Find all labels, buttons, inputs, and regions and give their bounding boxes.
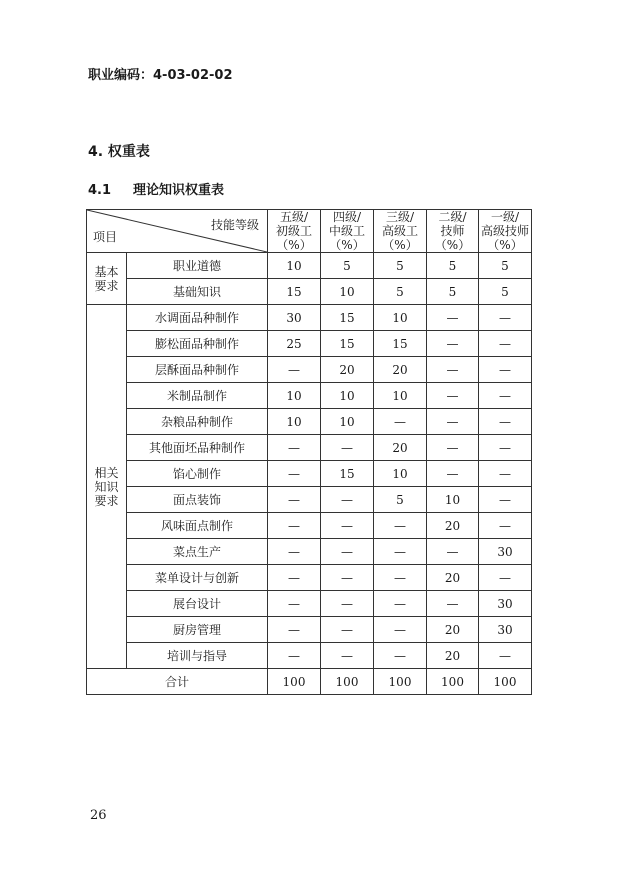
table-row — [87, 331, 532, 357]
weight-cell: 5 — [427, 253, 479, 279]
weight-cell: 20 — [427, 513, 479, 539]
weight-cell: — — [268, 617, 321, 643]
total-row — [87, 669, 532, 695]
weight-cell: 5 — [374, 253, 427, 279]
weight-cell: 10 — [268, 409, 321, 435]
level-header-4 — [427, 210, 479, 253]
weight-cell: 20 — [427, 643, 479, 669]
weight-cell: 5 — [427, 279, 479, 305]
weight-cell: — — [374, 565, 427, 591]
weight-cell: 5 — [321, 253, 374, 279]
level-header-3 — [374, 210, 427, 253]
weight-cell: — — [479, 357, 532, 383]
weight-cell: 5 — [479, 253, 532, 279]
total-cell: 100 — [374, 669, 427, 695]
weight-cell: 30 — [479, 591, 532, 617]
table-row — [87, 617, 532, 643]
item-cell: 菜点生产 — [127, 539, 268, 565]
category-line: 相关 — [94, 465, 119, 480]
item-cell: 层酥面品种制作 — [127, 357, 268, 383]
category-cell — [87, 305, 127, 669]
weight-cell: — — [479, 643, 532, 669]
table-row — [87, 461, 532, 487]
weight-cell: — — [321, 643, 374, 669]
weight-cell: 10 — [321, 383, 374, 409]
total-cell: 100 — [321, 669, 374, 695]
table-row — [87, 253, 532, 279]
subsection-label: 理论知识权重表 — [133, 183, 225, 198]
level-header-line: （%） — [329, 238, 365, 252]
item-cell: 基础知识 — [127, 279, 268, 305]
weight-cell: 5 — [374, 487, 427, 513]
weight-cell: — — [268, 513, 321, 539]
weight-cell: 20 — [427, 617, 479, 643]
weight-cell: — — [374, 643, 427, 669]
category-line: 基本 — [94, 264, 119, 279]
weight-cell: — — [321, 487, 374, 513]
item-cell: 培训与指导 — [127, 643, 268, 669]
weight-cell: 30 — [479, 539, 532, 565]
level-header-line: 技师 — [440, 224, 465, 238]
item-cell: 面点装饰 — [127, 487, 268, 513]
weight-cell: — — [427, 331, 479, 357]
weight-cell: — — [427, 383, 479, 409]
level-header-line: 一级/ — [490, 210, 520, 224]
weight-cell: — — [268, 357, 321, 383]
category-line: 要求 — [94, 278, 119, 293]
weight-cell: — — [268, 565, 321, 591]
weight-cell: — — [479, 487, 532, 513]
table-row — [87, 513, 532, 539]
weight-cell: 15 — [321, 331, 374, 357]
weight-cell: — — [321, 617, 374, 643]
level-header-1 — [268, 210, 321, 253]
weight-cell: — — [268, 539, 321, 565]
weight-cell: 25 — [268, 331, 321, 357]
weight-cell: 15 — [268, 279, 321, 305]
weight-cell: — — [427, 461, 479, 487]
weight-cell: — — [268, 461, 321, 487]
total-label: 合计 — [87, 669, 268, 695]
item-cell: 杂粮品种制作 — [127, 409, 268, 435]
weight-cell: — — [427, 435, 479, 461]
level-header-line: （%） — [276, 238, 312, 252]
level-header-line: 二级/ — [438, 210, 467, 224]
weight-cell: 30 — [268, 305, 321, 331]
weight-cell: — — [374, 513, 427, 539]
weight-cell: 30 — [479, 617, 532, 643]
total-cell: 100 — [479, 669, 532, 695]
weight-cell: — — [479, 513, 532, 539]
category-cell — [87, 253, 127, 305]
level-header-line: （%） — [382, 238, 418, 252]
weight-cell: — — [374, 409, 427, 435]
weight-cell: 15 — [374, 331, 427, 357]
skill-level-header: 技能等级 — [210, 218, 259, 232]
level-header-line: 高级工 — [381, 224, 418, 238]
weight-cell: — — [427, 409, 479, 435]
weight-cell: — — [321, 591, 374, 617]
item-cell: 其他面坯品种制作 — [127, 435, 268, 461]
weight-cell: — — [268, 435, 321, 461]
weight-cell: — — [479, 461, 532, 487]
weight-cell: 20 — [427, 565, 479, 591]
table-row — [87, 383, 532, 409]
weight-cell: — — [374, 539, 427, 565]
table-row — [87, 643, 532, 669]
item-header: 项目 — [93, 230, 118, 244]
table-row — [87, 409, 532, 435]
weight-cell: — — [479, 331, 532, 357]
weight-cell: — — [427, 357, 479, 383]
weight-cell: — — [268, 643, 321, 669]
weight-cell: 10 — [321, 279, 374, 305]
level-header-line: （%） — [487, 238, 523, 252]
weight-cell: 10 — [374, 305, 427, 331]
diagonal-header-cell — [87, 210, 268, 253]
level-header-line: 高级技师 — [480, 224, 529, 238]
table-row — [87, 565, 532, 591]
weight-cell: 10 — [268, 253, 321, 279]
level-header-2 — [321, 210, 374, 253]
item-cell: 职业道德 — [127, 253, 268, 279]
table-row — [87, 435, 532, 461]
item-cell: 展台设计 — [127, 591, 268, 617]
weight-cell: 5 — [374, 279, 427, 305]
weight-cell: — — [427, 591, 479, 617]
weight-cell: 15 — [321, 461, 374, 487]
item-cell: 厨房管理 — [127, 617, 268, 643]
table-header-row — [87, 210, 532, 253]
table-row — [87, 539, 532, 565]
table-row — [87, 487, 532, 513]
section-title: 4. 权重表 — [88, 144, 150, 160]
total-cell: 100 — [427, 669, 479, 695]
level-header-line: （%） — [434, 238, 471, 252]
weight-cell: 10 — [427, 487, 479, 513]
subsection-number: 4.1 — [88, 183, 112, 198]
item-cell: 菜单设计与创新 — [127, 565, 268, 591]
weight-cell: — — [268, 487, 321, 513]
weight-cell: 10 — [374, 383, 427, 409]
item-cell: 水调面品种制作 — [127, 305, 268, 331]
level-header-5 — [479, 210, 532, 253]
item-cell: 米制品制作 — [127, 383, 268, 409]
table-row — [87, 591, 532, 617]
weight-cell: 20 — [374, 435, 427, 461]
weight-table — [86, 209, 532, 695]
weight-cell: 10 — [268, 383, 321, 409]
weight-cell: — — [321, 565, 374, 591]
weight-cell: 10 — [374, 461, 427, 487]
weight-cell: — — [479, 565, 532, 591]
level-header-line: 三级/ — [385, 210, 415, 224]
weight-cell: — — [374, 591, 427, 617]
item-cell: 馅心制作 — [127, 461, 268, 487]
weight-cell: — — [268, 591, 321, 617]
weight-cell: — — [427, 539, 479, 565]
item-cell: 风味面点制作 — [127, 513, 268, 539]
weight-cell: — — [479, 409, 532, 435]
weight-cell: — — [479, 435, 532, 461]
weight-cell: — — [479, 305, 532, 331]
table-row — [87, 279, 532, 305]
weight-cell: 10 — [321, 409, 374, 435]
subsection-title — [88, 179, 224, 198]
weight-cell: — — [321, 435, 374, 461]
level-header-line: 初级工 — [275, 224, 312, 238]
weight-cell: — — [427, 305, 479, 331]
category-line: 要求 — [94, 493, 119, 508]
weight-cell: — — [321, 513, 374, 539]
category-line: 知识 — [94, 479, 119, 494]
level-header-line: 四级/ — [332, 210, 362, 224]
weight-cell: — — [374, 617, 427, 643]
occupation-code: 职业编码：4-03-02-02 — [88, 68, 233, 83]
level-header-line: 五级/ — [279, 210, 309, 224]
item-cell: 膨松面品种制作 — [127, 331, 268, 357]
weight-cell: — — [321, 539, 374, 565]
total-cell: 100 — [268, 669, 321, 695]
table-row — [87, 305, 532, 331]
weight-cell: 20 — [374, 357, 427, 383]
weight-cell: 5 — [479, 279, 532, 305]
level-header-line: 中级工 — [328, 224, 365, 238]
table-row — [87, 357, 532, 383]
weight-cell: — — [479, 383, 532, 409]
page-number: 26 — [90, 808, 107, 823]
weight-cell: 20 — [321, 357, 374, 383]
weight-cell: 15 — [321, 305, 374, 331]
